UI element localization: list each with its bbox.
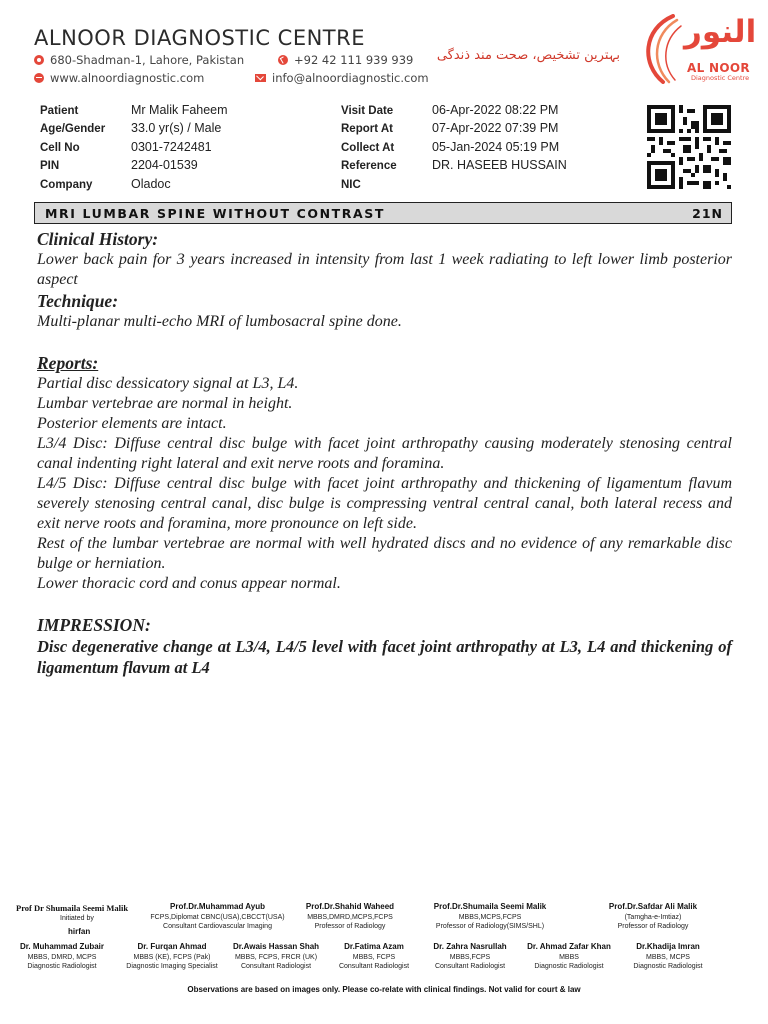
- doctor-qualification: MBBS, DMRD, MCPS: [27, 954, 97, 961]
- impression-text: Disc degenerative change at L3/4, L4/5 level with facet joint arthropathy at L3, L4 and thickening of ligamentum flavum at L4: [37, 637, 732, 677]
- doctor-title: Diagnostic Radiologist: [633, 963, 703, 970]
- patient-value: Mr Malik Faheem: [131, 103, 228, 117]
- initiated-by-value: hirfan: [68, 927, 91, 936]
- reference-label: Reference: [341, 160, 397, 172]
- doctor-title: Consultant Radiologist: [338, 963, 410, 970]
- report-body: [37, 228, 732, 678]
- doctor-card: [118, 942, 226, 970]
- doctor-card: [420, 902, 560, 930]
- test-title-bar: [34, 202, 732, 224]
- collect-at-label: Collect At: [341, 142, 395, 154]
- doctor-qualification: MBBS, FCPS, FRCR (UK): [234, 954, 318, 961]
- doctor-qualification: MBBS: [559, 954, 579, 961]
- logo-arabic-text: النور: [684, 14, 757, 50]
- technique-heading: Technique:: [37, 291, 119, 311]
- doctor-title: Diagnostic Imaging Specialist: [126, 963, 218, 970]
- doctor-title: Diagnostic Radiologist: [534, 963, 604, 970]
- doctor-title: Professor of Radiology(SIMS/SHL): [435, 923, 545, 930]
- impression-heading: IMPRESSION:: [37, 615, 151, 635]
- doctor-qualification: (Tamgha-e-Imtiaz): [624, 914, 682, 921]
- visit-date-value: 06-Apr-2022 08:22 PM: [432, 103, 559, 117]
- centre-name: ALNOOR DIAGNOSTIC CENTRE: [34, 26, 365, 50]
- doctor-name: Dr. Zahra Nasrullah: [433, 942, 507, 951]
- clinical-history-text: Lower back pain for 3 years increased in intensity from last 1 week radiating to left lower limb posterior aspect: [37, 251, 732, 288]
- doctor-title: Consultant Cardiovascular Imaging: [163, 923, 272, 930]
- logo-subtitle: Diagnostic Centre: [691, 74, 750, 82]
- location-pin-icon: [34, 55, 44, 65]
- doctor-name: Prof.Dr.Shumaila Seemi Malik: [433, 902, 547, 911]
- age-gender-label: Age/Gender: [40, 123, 106, 135]
- cell-value: 0301-7242481: [131, 140, 212, 154]
- cell-label: Cell No: [40, 142, 80, 154]
- doctor-name: Dr.Awais Hassan Shah: [232, 942, 320, 951]
- pin-label: PIN: [40, 160, 60, 172]
- email-line: [255, 71, 429, 85]
- doctor-name: Dr. Furqan Ahmad: [137, 942, 207, 951]
- report-at-label: Report At: [341, 123, 393, 135]
- phone-text: +92 42 111 939 939: [294, 53, 414, 67]
- website-line: [34, 71, 204, 85]
- doctor-card: [424, 942, 516, 970]
- doctor-name: Prof.Dr.Muhammad Ayub: [170, 902, 265, 911]
- doctor-name: Dr. Ahmad Zafar Khan: [527, 942, 611, 951]
- website-link[interactable]: www.alnoordiagnostic.com: [50, 71, 205, 85]
- doctor-card: [12, 942, 112, 970]
- doctor-qualification: MBBS, MCPS: [646, 954, 690, 961]
- finding-item: L4/5 Disc: Diffuse central disc bulge with facet joint arthropathy and thickening of ligamentum flavum severely stenosing central canal, disc bulge is compressing ventral central canal, both lateral recess and exit nerve roots and foramina, more pronounce on left side.: [37, 475, 732, 532]
- doctor-name: Dr.Khadija Imran: [636, 942, 700, 951]
- doctor-qualification: MBBS,FCPS: [449, 954, 491, 961]
- visit-date-label: Visit Date: [341, 105, 394, 117]
- nic-label: NIC: [341, 179, 361, 191]
- doctor-title: Professor of Radiology: [314, 923, 386, 930]
- doctor-card: [228, 942, 324, 970]
- finding-item: Lumbar vertebrae are normal in height.: [37, 395, 293, 412]
- finding-item: Partial disc dessicatory signal at L3, L4.: [37, 375, 299, 392]
- qr-code-icon: [647, 105, 731, 189]
- age-gender-value: 33.0 yr(s) / Male: [131, 121, 222, 135]
- patient-label: Patient: [40, 105, 79, 117]
- doctor-qualification: MBBS,MCPS,FCPS: [458, 914, 522, 921]
- finding-item: L3/4 Disc: Diffuse central disc bulge with facet joint arthropathy causing moderately stenosing central canal indenting right lateral and exit nerve roots and foramina.: [37, 435, 732, 472]
- doctor-name: Dr. Muhammad Zubair: [19, 942, 104, 951]
- tagline-urdu: بہترین تشخیص، صحت مند ذندگی: [436, 48, 620, 63]
- doctor-name: Dr.Fatima Azam: [344, 942, 404, 951]
- doctor-name: Prof.Dr.Safdar Ali Malik: [608, 902, 698, 911]
- doctor-card: [588, 902, 718, 930]
- pin-value: 2204-01539: [131, 158, 198, 172]
- doctor-qualification: FCPS,Diplomat CBNC(USA),CBCCT(USA): [150, 914, 285, 921]
- technique-text: Multi-planar multi-echo MRI of lumbosacral spine done.: [37, 313, 402, 330]
- doctor-qualification: MBBS (KE), FCPS (Pak): [133, 954, 211, 961]
- finding-item: Posterior elements are intact.: [37, 415, 227, 432]
- initiated-by-label: Initiated by: [60, 915, 94, 922]
- doctor-card: [150, 902, 285, 930]
- disclaimer: Observations are based on images only. Please co-relate with clinical findings. Not valid for court & law: [187, 985, 581, 994]
- clinical-history-heading: Clinical History:: [37, 229, 159, 249]
- reference-value: DR. HASEEB HUSSAIN: [432, 158, 567, 172]
- test-name: MRI LUMBAR SPINE WITHOUT CONTRAST: [45, 206, 386, 221]
- doctor-card: [328, 942, 420, 970]
- reports-heading: Reports:: [37, 353, 99, 373]
- doctor-title: Consultant Radiologist: [434, 963, 506, 970]
- phone-line: [278, 53, 413, 67]
- doctor-card: [520, 942, 618, 970]
- email-link[interactable]: info@alnoordiagnostic.com: [272, 71, 429, 85]
- doctor-qualification: MBBS,DMRD,MCPS,FCPS: [307, 914, 393, 921]
- doctor-title: Professor of Radiology: [617, 923, 689, 930]
- doctor-title: Consultant Radiologist: [240, 963, 312, 970]
- finding-item: Lower thoracic cord and conus appear normal.: [37, 575, 341, 592]
- company-value: Oladoc: [131, 177, 171, 191]
- report-at-value: 07-Apr-2022 07:39 PM: [432, 121, 559, 135]
- phone-icon: [278, 55, 288, 65]
- signer-name: Prof Dr Shumaila Seemi Malik: [16, 903, 129, 913]
- test-code: 21N: [692, 206, 723, 221]
- doctor-name: Prof.Dr.Shahid Waheed: [305, 902, 395, 911]
- doctor-qualification: MBBS, FCPS: [352, 954, 396, 961]
- address-line: [34, 53, 244, 67]
- company-label: Company: [40, 179, 93, 191]
- address-text: 680-Shadman-1, Lahore, Pakistan: [50, 53, 245, 67]
- finding-item: Rest of the lumbar vertebrae are normal with well hydrated discs and no evidence of any remarkable disc bulge or herniation.: [37, 535, 732, 572]
- email-icon: [255, 74, 266, 82]
- collect-at-value: 05-Jan-2024 05:19 PM: [432, 140, 560, 154]
- globe-icon: [34, 73, 44, 83]
- doctor-title: Diagnostic Radiologist: [27, 963, 97, 970]
- doctor-card: [622, 942, 714, 970]
- logo-name: AL NOOR: [687, 61, 750, 75]
- doctor-card: [290, 902, 410, 930]
